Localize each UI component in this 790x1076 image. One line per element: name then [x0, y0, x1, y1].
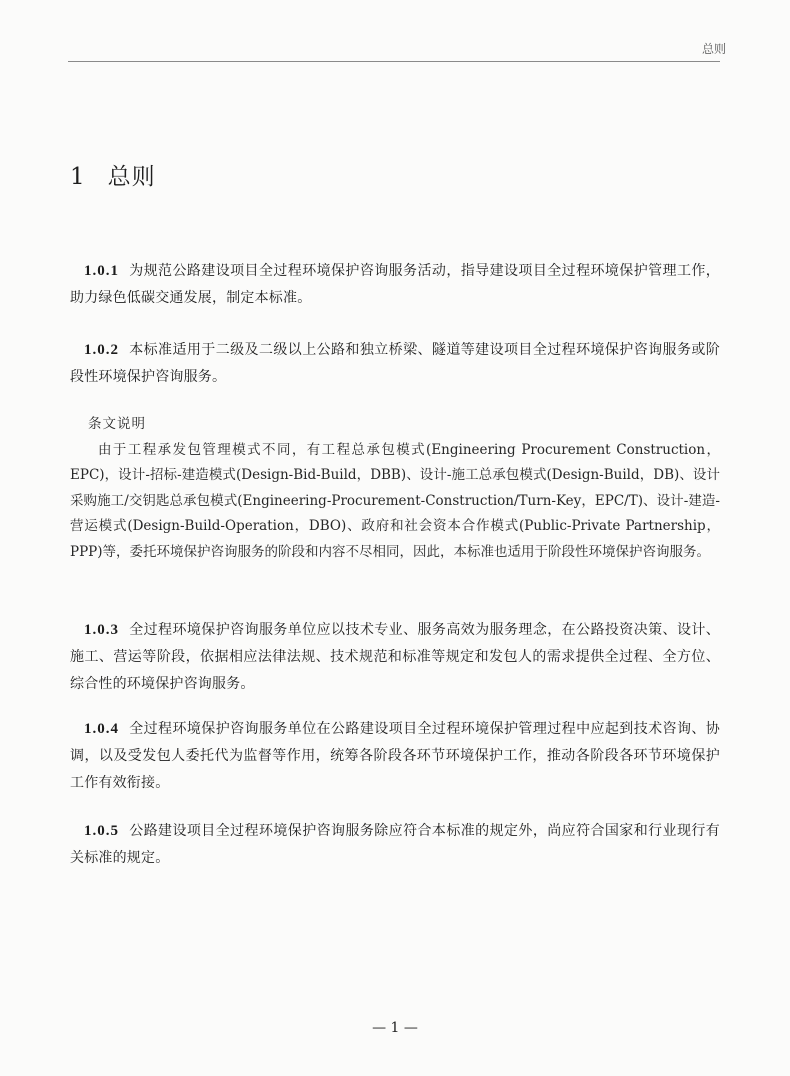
header-rule	[68, 61, 720, 62]
clause-text: 为规范公路建设项目全过程环境保护咨询服务活动，指导建设项目全过程环境保护管理工作，助力绿色低碳交通发展，制定本标准。	[70, 263, 720, 306]
clause-number: 1.0.3	[84, 622, 119, 638]
clause-number: 1.0.5	[84, 823, 119, 839]
clause-number: 1.0.1	[84, 263, 119, 279]
clause-1-0-4	[70, 716, 720, 797]
page-number: — 1 —	[372, 1020, 418, 1036]
running-head: 总则	[701, 42, 726, 56]
clause-text: 全过程环境保护咨询服务单位在公路建设项目全过程环境保护管理过程中应起到技术咨询、协调，以及受发包人委托代为监督等作用，统筹各阶段各环节环境保护工作，推动各阶段各环节环境保护工作有效衔接。	[70, 721, 720, 791]
clause-text: 公路建设项目全过程环境保护咨询服务除应符合本标准的规定外，尚应符合国家和行业现行有关标准的规定。	[70, 823, 720, 866]
clause-1-0-5	[70, 818, 720, 872]
clause-1-0-3	[70, 617, 720, 698]
note-title: 条文说明	[88, 416, 146, 432]
clause-1-0-2	[70, 337, 720, 391]
chapter-name: 总则	[107, 164, 156, 190]
chapter-title	[70, 158, 156, 191]
clause-1-0-1	[70, 258, 720, 312]
chapter-number: 1	[70, 164, 86, 190]
clause-number: 1.0.4	[84, 721, 119, 737]
clause-number: 1.0.2	[84, 342, 119, 358]
note-body: 由于工程承发包管理模式不同，有工程总承包模式(Engineering Procurement Construction，EPC)，设计-招标-建造模式(Design-Bid-Build，DBB)、设计-施工总承包模式(Design-Build，DB)、设计采购施工/交钥匙总承包模式(Engineering-Procurement-Construction/Turn-Key，EPC/T)、设计-建造-营运模式(Design-Build-Operation，DBO)、政府和社会资本合作模式(Public-Private Partnership，PPP)等，委托环境保护咨询服务的阶段和内容不尽相同，因此，本标准也适用于阶段性环境保护咨询服务。	[70, 441, 720, 560]
explanatory-note	[70, 412, 720, 565]
clause-text: 本标准适用于二级及二级以上公路和独立桥梁、隧道等建设项目全过程环境保护咨询服务或阶段性环境保护咨询服务。	[70, 342, 720, 385]
clause-text: 全过程环境保护咨询服务单位应以技术专业、服务高效为服务理念，在公路投资决策、设计、施工、营运等阶段，依据相应法律法规、技术规范和标准等规定和发包人的需求提供全过程、全方位、综合性的环境保护咨询服务。	[70, 622, 720, 692]
